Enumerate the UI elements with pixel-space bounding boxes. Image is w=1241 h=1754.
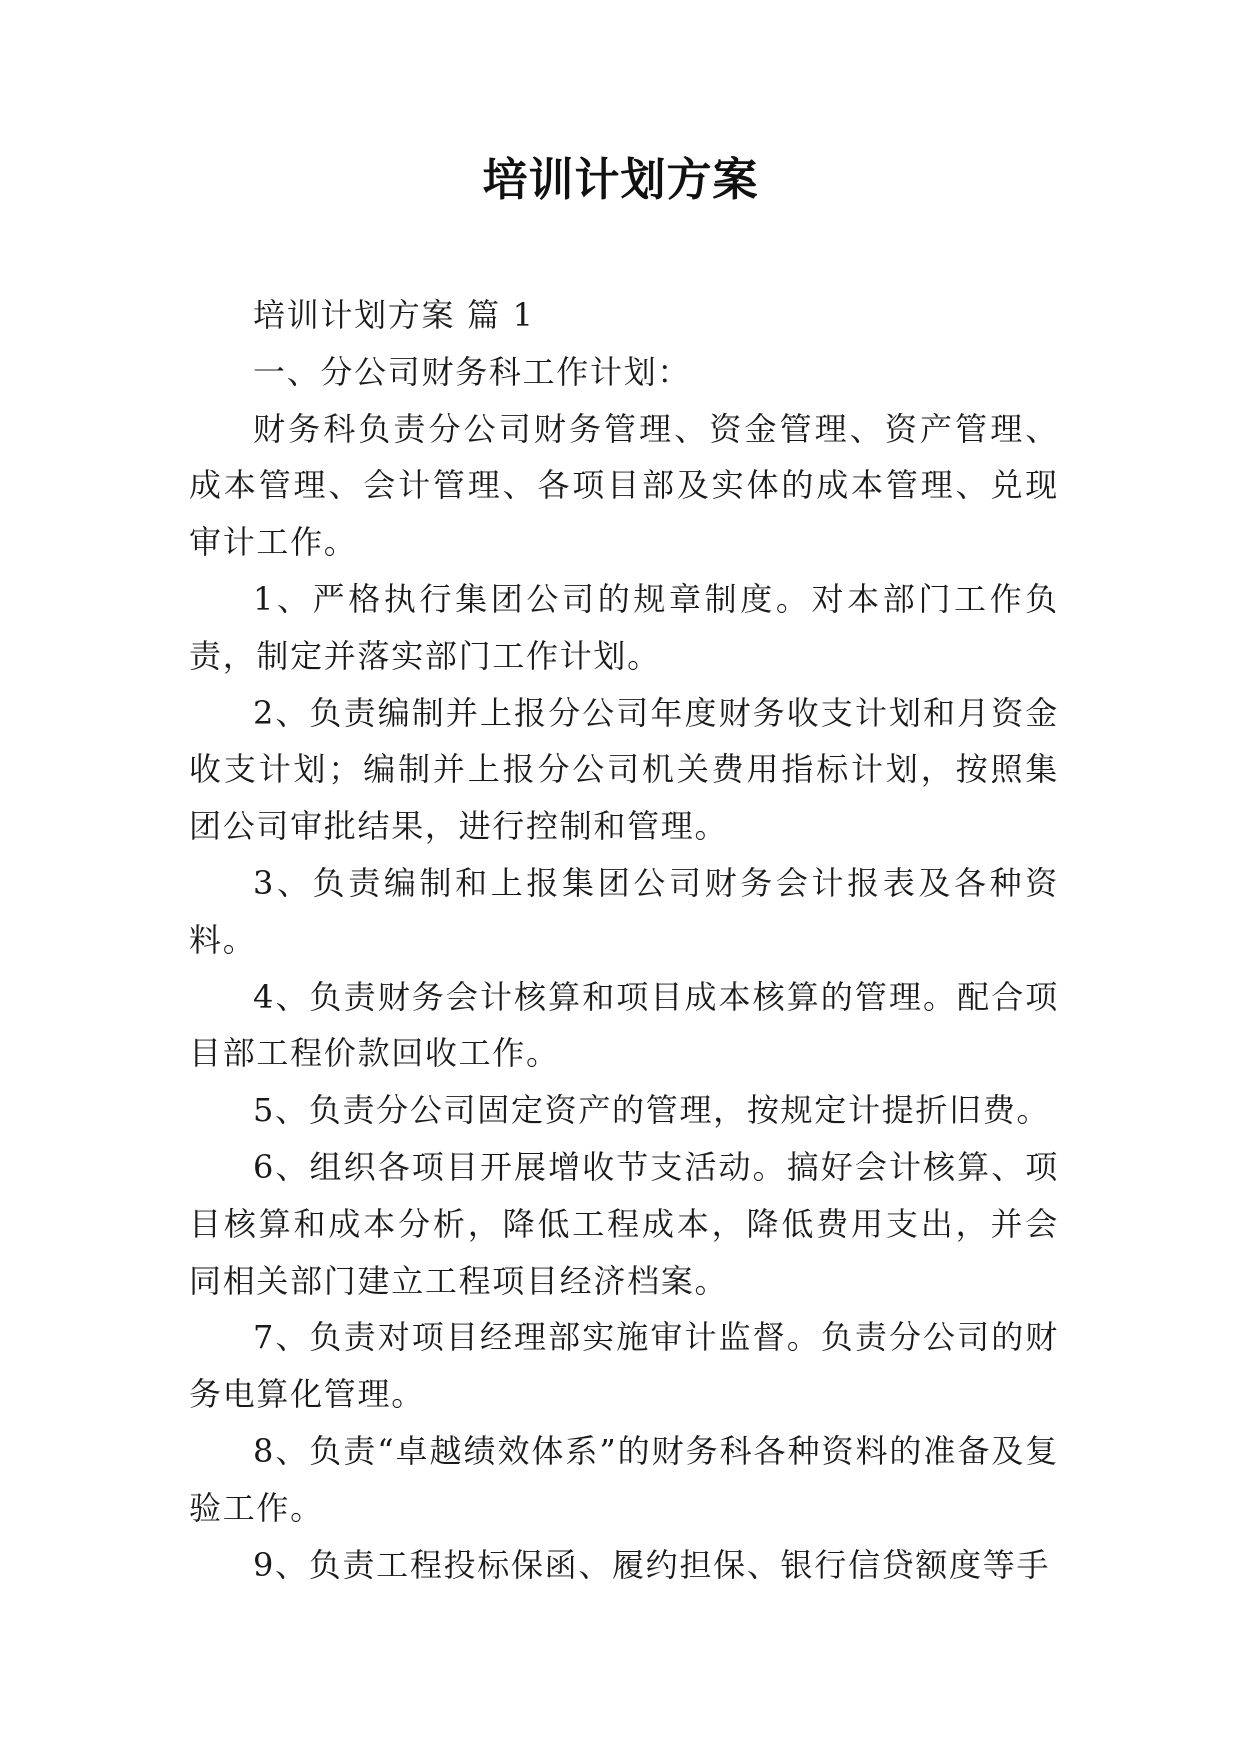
- list-item: 2、负责编制并上报分公司年度财务收支计划和月资金收支计划；编制并上报分公司机关费用指标计划，按照集团公司审批结果，进行控制和管理。: [189, 693, 1059, 846]
- document-title: 培训计划方案: [482, 153, 759, 206]
- list-item: 8、负责“卓越绩效体系”的财务科各种资料的准备及复验工作。: [189, 1431, 1059, 1527]
- section-heading: 培训计划方案 篇 1: [253, 296, 535, 334]
- subsection-heading: 一、分公司财务科工作计划：: [253, 352, 692, 391]
- list-item: 9、负责工程投标保函、履约担保、银行信贷额度等手: [253, 1545, 1051, 1584]
- list-item: 6、组织各项目开展增收节支活动。搞好会计核算、项目核算和成本分析，降低工程成本，降低费用支出，并会同相关部门建立工程项目经济档案。: [189, 1147, 1059, 1300]
- list-item: 5、负责分公司固定资产的管理，按规定计提折旧费。: [253, 1091, 1051, 1130]
- list-item: 1、严格执行集团公司的规章制度。对本部门工作负责，制定并落实部门工作计划。: [189, 579, 1059, 675]
- list-item: 7、负责对项目经理部实施审计监督。负责分公司的财务电算化管理。: [189, 1318, 1059, 1414]
- list-item: 4、负责财务会计核算和项目成本核算的管理。配合项目部工程价款回收工作。: [189, 977, 1059, 1073]
- list-item: 3、负责编制和上报集团公司财务会计报表及各种资料。: [189, 863, 1059, 959]
- document-body: [189, 287, 1059, 1593]
- paragraph: 财务科负责分公司财务管理、资金管理、资产管理、成本管理、会计管理、各项目部及实体的成本管理、兑现审计工作。: [189, 409, 1059, 562]
